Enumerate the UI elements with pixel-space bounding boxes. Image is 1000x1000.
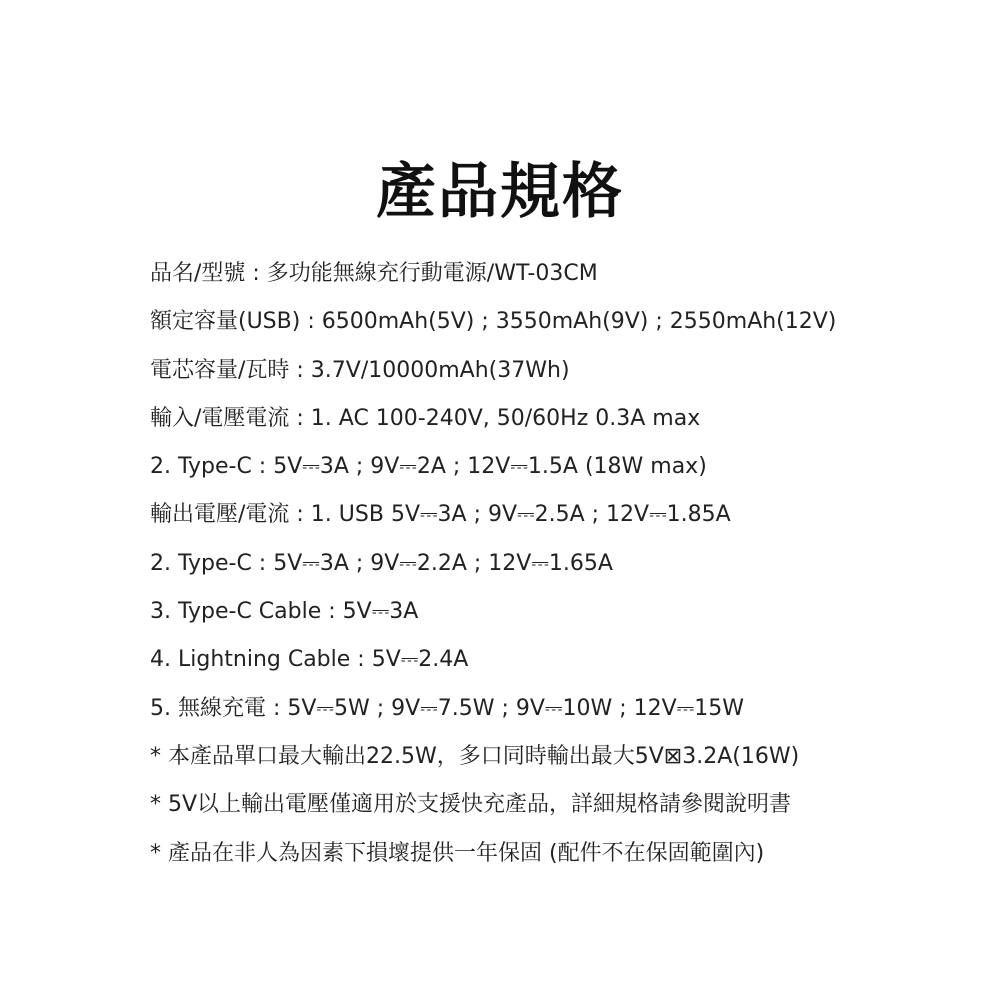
spec-line-output-typec-cable: 3. Type-C Cable : 5V⎓3A (150, 599, 419, 625)
spec-note-max-output: * 本產品單口最大輸出22.5W，多口同時輸出最大5V⊠3.2A(16W) (150, 743, 800, 769)
spec-line-output-lightning-cable: 4. Lightning Cable : 5V⎓2.4A (150, 647, 469, 673)
page-title: 產品規格 (376, 157, 624, 227)
spec-line-input-ac: 輸入/電壓電流 : 1. AC 100-240V, 50/60Hz 0.3A max (150, 405, 701, 431)
spec-line-output-usb: 輸出電壓/電流 : 1. USB 5V⎓3A ; 9V⎓2.5A ; 12V⎓1.85A (150, 502, 731, 528)
spec-list (150, 250, 990, 878)
spec-line-output-typec: 2. Type-C : 5V⎓3A ; 9V⎓2.2A ; 12V⎓1.65A (150, 550, 613, 576)
spec-line-output-wireless: 5. 無線充電 : 5V⎓5W ; 9V⎓7.5W ; 9V⎓10W ; 12V⎓15W (150, 695, 744, 721)
spec-line-input-typec: 2. Type-C : 5V⎓3A ; 9V⎓2A ; 12V⎓1.5A (18W max) (150, 454, 707, 480)
spec-note-fast-charge: * 5V以上輸出電壓僅適用於支援快充產品，詳細規格請參閱說明書 (150, 792, 792, 818)
spec-line-cell-capacity: 電芯容量/瓦時 : 3.7V/10000mAh(37Wh) (150, 357, 570, 383)
spec-note-warranty: * 產品在非人為因素下損壞提供一年保固 (配件不在保固範圍內) (150, 840, 765, 866)
spec-line-rated-capacity: 額定容量(USB) : 6500mAh(5V) ; 3550mAh(9V) ; 2550mAh(12V) (150, 309, 837, 335)
spec-line-product-name: 品名/型號 : 多功能無線充行動電源/WT-03CM (150, 261, 598, 286)
